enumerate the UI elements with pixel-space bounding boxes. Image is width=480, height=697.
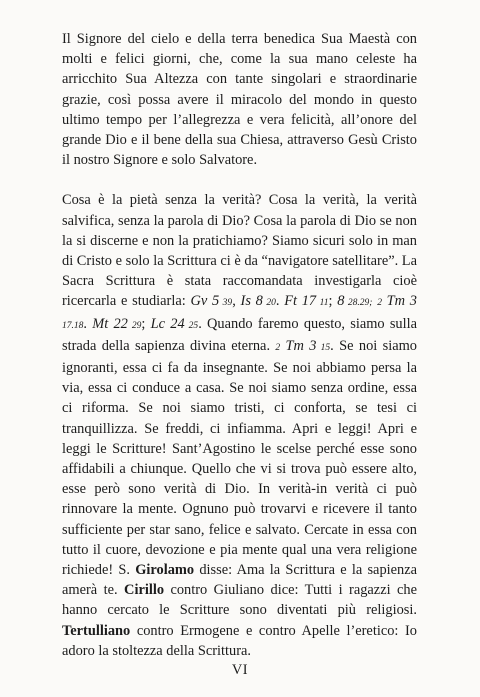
verse-number: 11 — [316, 298, 329, 309]
scripture-reference: Tm 3 — [381, 293, 417, 310]
verse-number: 25 — [184, 320, 199, 331]
book-number: 2 — [275, 342, 281, 353]
text-run: . Se noi siamo ignoranti, essa ci fa da insegnante. Se noi abbiamo persa la via, essa ci conduce a casa. Se noi siamo senza ordine, essa ci riforma. Se noi siamo tristi, ci conforta, se tesi ci tranquillizza. Se freddi, ci infiamma. Apri e leggi! Apri e leggi le Scritture! Sant’Agostino le scelse perché esse sono affidabili a chiunque. Quello che vi si trova può essere alto, esse però sono verità di Dio. In verità-in verità ci può rinnovare la mente. Ognuno può trovarvi e ricevere il tanto sufficiente per star sano, felice e salvato. Cercate in essa con tutto il cuore, devozione e pia mente qual una vera religione richiede! S. — [62, 337, 418, 579]
scripture-reference: Lc 24 — [150, 315, 185, 332]
text-run: . Quando faremo questo, siamo sulla strada della sapienza divina eterna. — [62, 315, 418, 354]
separator: . — [275, 293, 285, 310]
name-girolamo: Girolamo — [135, 562, 195, 579]
verse-number: 20 — [262, 298, 276, 309]
paragraph-blessing: Il Signore del cielo e della terra benedica Sua Maestà con molti e felici giorni, che, come la sua mano celeste ha arricchito Sua Altezza con tante singolari e straordinarie grazie, così possa avere il miracolo del mondo in questo ultimo tempo per l’allegrezza e vera felicità, all’onore del grande Dio e il bene della sua Chiesa, attraverso Gesù Cristo il nostro Signore e solo Salvatore. — [62, 31, 417, 169]
separator: . — [83, 315, 93, 332]
separator: ; — [328, 293, 338, 310]
separator: , — [232, 293, 241, 310]
separator: ; — [141, 315, 151, 332]
scripture-reference: Ft 17 — [284, 293, 317, 310]
verse-number: 29 — [127, 320, 142, 331]
scripture-reference: Gv 5 — [190, 293, 220, 310]
verse-number: 15 — [316, 342, 331, 353]
scripture-reference: Mt 22 — [92, 315, 128, 332]
verse-number: 28.29; — [344, 298, 373, 309]
paragraph-scripture — [62, 190, 417, 661]
text-column — [62, 29, 417, 661]
text-run: Cosa è la pietà senza la verità? Cosa la verità, la verità salvifica, senza la parola di Dio? Cosa la parola di Dio se non la si discerne e non la pratichiamo? Siamo sicuri solo in man di Cristo e solo la Scrittura ci è da “navigatore satellitare”. La Sacra Scrittura è stata raccomandata investigarla cioè ricercarla e studiarla: — [62, 192, 417, 310]
scripture-reference: 8 — [337, 293, 345, 310]
text-run: contro Giuliano dice: Tutti i ragazzi che hanno cercato le Scritture sono diventati più religiosi. — [62, 582, 417, 619]
page-number: VI — [231, 662, 249, 678]
scripture-reference: Is 8 — [240, 293, 263, 310]
verse-number: 17.18 — [62, 320, 84, 331]
name-tertulliano: Tertulliano — [62, 622, 131, 639]
scripture-reference: Tm 3 — [280, 337, 317, 354]
name-cirillo: Cirillo — [124, 582, 165, 599]
text-run: disse: Ama la Scrittura e la sapienza amerà te. — [62, 562, 417, 599]
verse-number: 39 — [219, 298, 233, 309]
book-number: 2 — [377, 298, 382, 309]
text-run: contro Ermogene e contro Apelle l’eretico: Io adoro la stoltezza della Scrittura. — [62, 622, 417, 659]
